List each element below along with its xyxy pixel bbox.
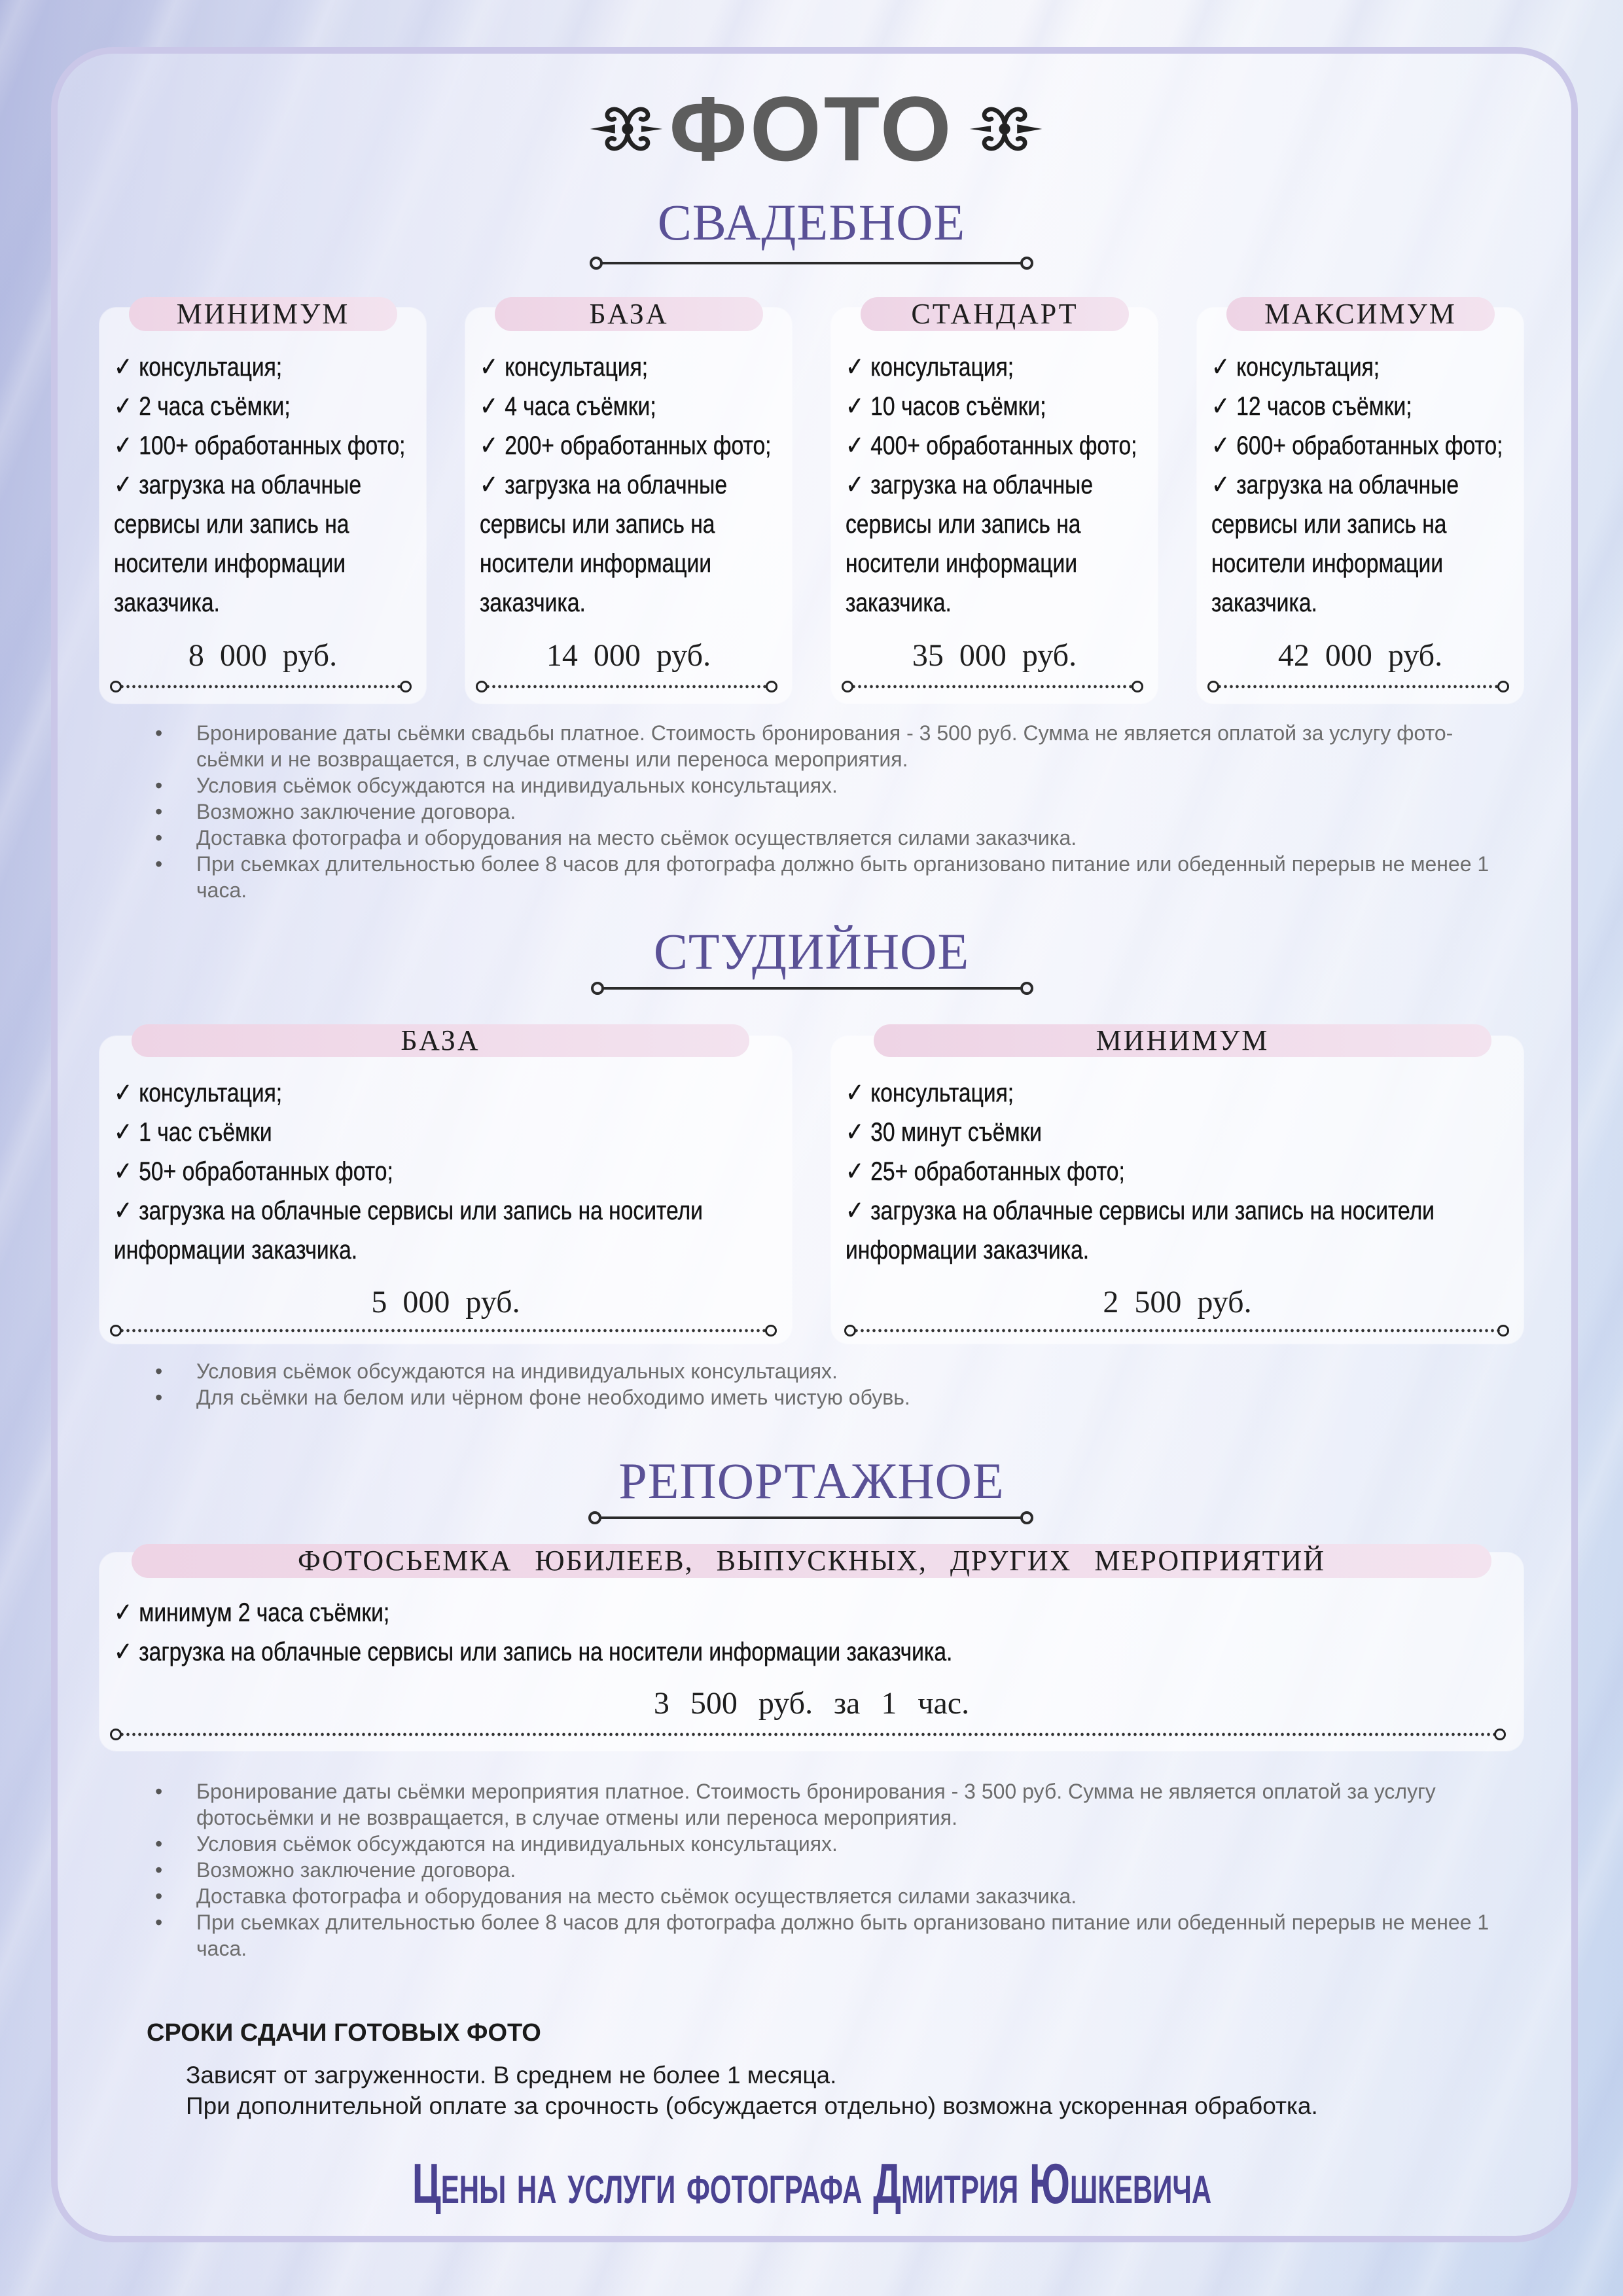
note-item: • Возможно заключение договора.	[196, 798, 1518, 825]
feature-item	[480, 387, 787, 426]
note-item: • При сьемках длительностью более 8 часов для фотографа должно быть организовано питание или обеденный перерыв не менее 1 часа.	[196, 1909, 1518, 1962]
feature-text: 10 часов съёмки;	[870, 392, 1046, 421]
check-icon	[846, 353, 864, 382]
feature-item	[114, 465, 421, 622]
note-item: • Возможно заключение договора.	[196, 1857, 1518, 1883]
feature-item	[846, 426, 1153, 465]
check-icon	[846, 1196, 864, 1225]
note-item: • Условия сьёмок обсуждаются на индивидуальных консультациях.	[196, 772, 1518, 798]
feature-list	[480, 348, 787, 622]
feature-item	[480, 348, 787, 387]
feature-text: консультация;	[139, 1079, 283, 1107]
footer-text: Цены на услуги фотографа Дмитрия Юшкевича	[412, 2153, 1211, 2215]
ornament-right-icon	[967, 101, 1044, 157]
feature-item	[114, 1593, 1510, 1632]
package-price: 35 000 руб.	[912, 638, 1077, 673]
feature-text: загрузка на облачные сервисы или запись на носители информации заказчика.	[846, 471, 1094, 617]
feature-item	[1211, 348, 1519, 387]
feature-item	[1211, 465, 1519, 622]
check-icon	[1211, 353, 1230, 382]
feature-list	[846, 1073, 1507, 1270]
check-icon	[114, 1196, 132, 1225]
note-item: • При сьемках длительностью более 8 часов для фотографа должно быть организовано питание или обеденный перерыв не менее 1 часа.	[196, 851, 1518, 903]
feature-item	[1211, 387, 1519, 426]
package-price: 8 000 руб.	[188, 638, 338, 673]
section-divider	[590, 257, 1033, 270]
note-item: • Условия сьёмок обсуждаются на индивидуальных консультациях.	[196, 1831, 1518, 1857]
footer-caption	[0, 2151, 1623, 2217]
section-heading-wedding: СВАДЕБНОЕ	[657, 194, 966, 251]
dotted-divider	[476, 680, 777, 693]
feature-text: 30 минут съёмки	[870, 1118, 1042, 1147]
note-item: • Бронирование даты сьёмки мероприятия платное. Стоимость бронирования - 3 500 руб. Сумма не является оплатой за услугу фотосьёмки и не возвращается, в случае отмены или переноса мероприятия.	[196, 1778, 1518, 1831]
section-heading-studio: СТУДИЙНОЕ	[653, 923, 970, 980]
check-icon	[846, 471, 864, 499]
feature-text: 12 часов съёмки;	[1236, 392, 1412, 421]
feature-item	[846, 1073, 1507, 1113]
feature-text: 2 часа съёмки;	[139, 392, 291, 421]
package-name: БАЗА	[495, 297, 763, 331]
check-icon	[114, 1157, 132, 1186]
feature-item	[114, 1113, 775, 1152]
feature-text: 4 часа съёмки;	[505, 392, 656, 421]
package-name: МАКСИМУМ	[1226, 297, 1495, 331]
check-icon	[846, 392, 864, 421]
package-name: МИНИМУМ	[874, 1024, 1491, 1057]
dotted-divider	[842, 680, 1143, 693]
notes-list-wedding	[196, 720, 1518, 903]
feature-item	[846, 465, 1153, 622]
check-icon	[1211, 471, 1230, 499]
delivery-line: Зависят от загруженности. В среднем не более 1 месяца.	[186, 2062, 837, 2089]
note-item: • Доставка фотографа и оборудования на место сьёмок осуществляется силами заказчика.	[196, 1883, 1518, 1909]
package-card-wedding-base	[465, 298, 792, 704]
check-icon	[114, 353, 132, 382]
feature-item	[114, 387, 421, 426]
feature-text: консультация;	[139, 353, 283, 382]
feature-text: консультация;	[870, 353, 1014, 382]
feature-text: загрузка на облачные сервисы или запись на носители информации заказчика.	[1211, 471, 1459, 617]
feature-item	[114, 1191, 775, 1270]
feature-item	[114, 426, 421, 465]
feature-text: консультация;	[1236, 353, 1380, 382]
feature-text: загрузка на облачные сервисы или запись на носители информации заказчика.	[846, 1196, 1435, 1265]
feature-item	[846, 348, 1153, 387]
note-item: • Бронирование даты сьёмки свадьбы платное. Стоимость бронирования - 3 500 руб. Сумма не является оплатой за услугу фото-сьёмки и не возвращается, в случае отмены или переноса мероприятия.	[196, 720, 1518, 772]
package-price: 2 500 руб.	[1103, 1285, 1252, 1319]
feature-list	[1211, 348, 1519, 622]
package-card-studio-base	[99, 1024, 792, 1344]
feature-item	[480, 426, 787, 465]
feature-text: консультация;	[870, 1079, 1014, 1107]
page-title: ФОТО	[669, 77, 954, 180]
dotted-divider	[110, 680, 412, 693]
package-name: БАЗА	[132, 1024, 749, 1057]
feature-text: 200+ обработанных фото;	[505, 431, 772, 460]
feature-text: консультация;	[505, 353, 649, 382]
check-icon	[480, 353, 498, 382]
feature-text: 25+ обработанных фото;	[870, 1157, 1125, 1186]
feature-list	[114, 348, 421, 622]
package-price: 3 500 руб. за 1 час.	[653, 1686, 970, 1721]
feature-list	[114, 1073, 775, 1270]
check-icon	[480, 392, 498, 421]
feature-text: загрузка на облачные сервисы или запись на носители информации заказчика.	[480, 471, 728, 617]
check-icon	[480, 431, 498, 460]
package-price: 14 000 руб.	[546, 638, 711, 673]
dotted-divider	[844, 1324, 1509, 1337]
package-price: 5 000 руб.	[371, 1285, 520, 1319]
check-icon	[114, 471, 132, 499]
feature-text: загрузка на облачные сервисы или запись на носители информации заказчика.	[114, 1196, 703, 1265]
check-icon	[114, 1638, 132, 1666]
feature-item	[480, 465, 787, 622]
feature-item	[846, 387, 1153, 426]
note-item: • Условия сьёмок обсуждаются на индивидуальных консультациях.	[196, 1358, 1518, 1384]
note-item: • Доставка фотографа и оборудования на место сьёмок осуществляется силами заказчика.	[196, 825, 1518, 851]
check-icon	[846, 1079, 864, 1107]
check-icon	[114, 1598, 132, 1627]
feature-text: 100+ обработанных фото;	[139, 431, 406, 460]
package-name: СТАНДАРТ	[861, 297, 1129, 331]
feature-text: загрузка на облачные сервисы или запись на носители информации заказчика.	[139, 1638, 953, 1666]
feature-text: загрузка на облачные сервисы или запись на носители информации заказчика.	[114, 471, 362, 617]
feature-list	[846, 348, 1153, 622]
package-price: 42 000 руб.	[1277, 638, 1443, 673]
dotted-divider	[110, 1728, 1506, 1741]
check-icon	[1211, 392, 1230, 421]
check-icon	[114, 431, 132, 460]
feature-item	[1211, 426, 1519, 465]
check-icon	[114, 392, 132, 421]
check-icon	[114, 1118, 132, 1147]
check-icon	[1211, 431, 1230, 460]
note-item: • Для сьёмки на белом или чёрном фоне необходимо иметь чистую обувь.	[196, 1384, 1518, 1410]
check-icon	[114, 1079, 132, 1107]
section-divider	[588, 1511, 1033, 1524]
feature-item	[846, 1191, 1507, 1270]
check-icon	[846, 431, 864, 460]
feature-text: минимум 2 часа съёмки;	[139, 1598, 390, 1627]
feature-list	[114, 1593, 1510, 1672]
dotted-divider	[1207, 680, 1509, 693]
feature-text: 600+ обработанных фото;	[1236, 431, 1503, 460]
feature-item	[114, 1073, 775, 1113]
package-name: ФОТОСЬЕМКА ЮБИЛЕЕВ, ВЫПУСКНЫХ, ДРУГИХ МЕРОПРИЯТИЙ	[132, 1544, 1491, 1578]
section-heading-reportage: РЕПОРТАЖНОЕ	[618, 1452, 1005, 1509]
package-card-wedding-minimum	[99, 298, 426, 704]
package-card-wedding-maximum	[1197, 298, 1524, 704]
check-icon	[846, 1157, 864, 1186]
package-card-wedding-standard	[831, 298, 1158, 704]
section-divider	[591, 982, 1033, 995]
check-icon	[846, 1118, 864, 1147]
feature-text: 1 час съёмки	[139, 1118, 272, 1147]
package-card-reportage	[99, 1545, 1524, 1751]
feature-text: 400+ обработанных фото;	[870, 431, 1137, 460]
notes-list-studio	[196, 1358, 1518, 1410]
feature-item	[114, 1152, 775, 1191]
feature-item	[846, 1152, 1507, 1191]
dotted-divider	[110, 1324, 777, 1337]
notes-list-reportage	[196, 1778, 1518, 1962]
feature-item	[114, 348, 421, 387]
feature-item	[114, 1632, 1510, 1672]
delivery-line: При дополнительной оплате за срочность (обсуждается отдельно) возможна ускоренная обработка.	[186, 2092, 1318, 2119]
package-name: МИНИМУМ	[129, 297, 397, 331]
check-icon	[480, 471, 498, 499]
feature-text: 50+ обработанных фото;	[139, 1157, 393, 1186]
delivery-text	[186, 2060, 1318, 2121]
delivery-heading: СРОКИ СДАЧИ ГОТОВЫХ ФОТО	[147, 2019, 541, 2047]
package-card-studio-minimum	[831, 1024, 1524, 1344]
feature-item	[846, 1113, 1507, 1152]
